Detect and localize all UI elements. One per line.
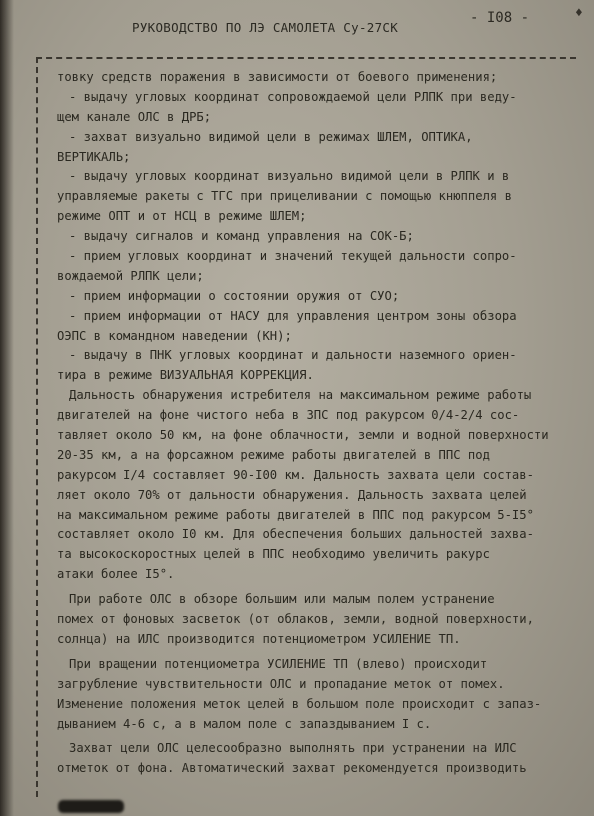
text-line: При вращении потенциометра УСИЛЕНИЕ ТП (влево) происходит xyxy=(69,656,488,671)
text-line: дыванием 4-6 с, а в малом поле с запаздыванием I с. xyxy=(57,716,432,731)
text-line: загрубление чувствительности ОЛС и пропадание меток от помех. xyxy=(57,676,505,691)
text-line: - прием информации от НАСУ для управления центром зоны обзора xyxy=(69,308,517,323)
text-line: - выдачу угловых координат сопровождаемой цели РЛПК при веду- xyxy=(69,89,517,104)
left-dashed-border xyxy=(36,57,38,797)
text-line: - выдачу в ПНК угловых координат и дальности наземного ориен- xyxy=(69,348,517,363)
text-line: на максимальном режиме работы двигателей в ППС под ракурсом 5-I5° xyxy=(57,507,534,522)
text-line: режиме ОПТ и от НСЦ в режиме ШЛЕМ; xyxy=(57,209,307,224)
corner-mark-icon: ♦ xyxy=(575,6,583,21)
text-line: - прием информации о состоянии оружия от СУО; xyxy=(69,288,400,303)
text-line: - захват визуально видимой цели в режимах ШЛЕМ, ОПТИКА, xyxy=(69,129,473,144)
page-number: - I08 - xyxy=(470,10,530,26)
text-line: отметок от фона. Автоматический захват рекомендуется производить xyxy=(57,761,527,776)
text-line: вождаемой РЛПК цели; xyxy=(57,268,204,283)
text-line: ракурсом I/4 составляет 90-I00 км. Дальность захвата цели состав- xyxy=(57,467,534,482)
body-text xyxy=(57,68,582,779)
text-line: ВЕРТИКАЛЬ; xyxy=(57,149,131,164)
text-line: солнца) на ИЛС производится потенциометром УСИЛЕНИЕ ТП. xyxy=(57,631,461,646)
text-line: управляемые ракеты с ТГС при прицеливании с помощью кнюппеля в xyxy=(57,189,512,204)
redaction-mark xyxy=(58,800,124,813)
text-line: двигателей на фоне чистого неба в ЗПС под ракурсом 0/4-2/4 сос- xyxy=(57,408,520,423)
text-line: атаки более I5°. xyxy=(57,567,175,582)
text-line: - выдачу угловых координат визуально видимой цели в РЛПК и в xyxy=(69,169,510,184)
text-line: та высокоскоростных целей в ППС необходимо увеличить ракурс xyxy=(57,547,490,562)
text-line: - выдачу сигналов и команд управления на СОК-Б; xyxy=(69,229,414,244)
text-line: тавляет около 50 км, на фоне облачности, земли и водной поверхности xyxy=(57,428,549,443)
text-line: Изменение положения меток целей в большом поле происходит с запаз- xyxy=(57,696,542,711)
text-line: товку средств поражения в зависимости от боевого применения; xyxy=(57,70,498,84)
text-line: щем канале ОЛС в ДРБ; xyxy=(57,109,212,124)
text-line: При работе ОЛС в обзоре большим или малым полем устранение xyxy=(69,592,495,607)
text-line: 20-35 км, а на форсажном режиме работы двигателей в ППС под xyxy=(57,447,490,462)
text-line: Захват цели ОЛС целесообразно выполнять при устранении на ИЛС xyxy=(69,741,517,756)
text-line: тира в режиме ВИЗУАЛЬНАЯ КОРРЕКЦИЯ. xyxy=(57,368,314,383)
text-line: ляет около 70% от дальности обнаружения. Дальность захвата целей xyxy=(57,487,527,502)
text-line: Дальность обнаружения истребителя на максимальном режиме работы xyxy=(69,388,532,403)
text-line: помех от фоновых засветок (от облаков, земли, водной поверхности, xyxy=(57,612,534,627)
top-dashed-border xyxy=(36,57,576,59)
page-header-title: РУКОВОДСТВО ПО ЛЭ САМОЛЕТА Су-27СК xyxy=(132,20,399,35)
text-line: - прием угловых координат и значений текущей дальности сопро- xyxy=(69,249,517,264)
text-line: составляет около I0 км. Для обеспечения больших дальностей захва- xyxy=(57,527,534,542)
page-edge-shadow xyxy=(0,0,14,816)
text-line: ОЭПС в командном наведении (КН); xyxy=(57,328,292,343)
